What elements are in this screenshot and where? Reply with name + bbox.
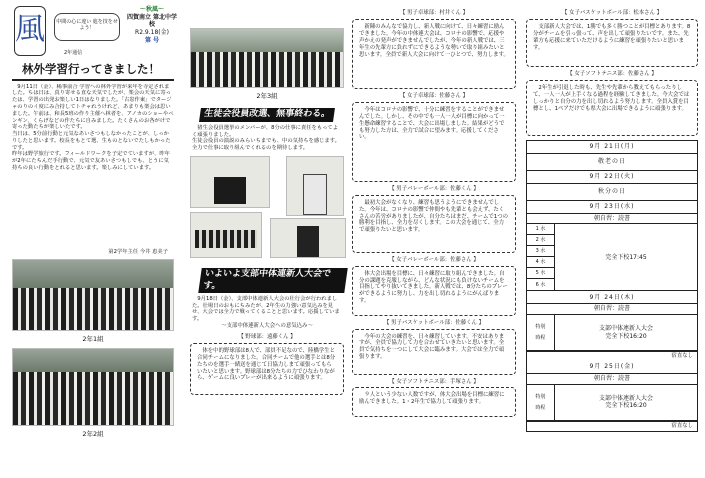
photo-caption: 2年2組 bbox=[82, 429, 104, 438]
weekly-schedule bbox=[526, 140, 698, 432]
period-cell: 6 水 bbox=[535, 281, 546, 288]
column-3 bbox=[350, 0, 518, 478]
special-schedule: 特別 時程 bbox=[527, 315, 555, 350]
club-message: ９人という少ない人数ですが、体大会出場を目標に練習に励んできました。1・2年生で協力して頑張ります。 bbox=[352, 387, 516, 417]
club-message: 最初大会がなくなり、練習も思うようにできませんでした。今年は、コロナの影響で仲間やも先輩とも会えず、たくさんの苦労がありましたが、自分たちはまだ、チームで1つの勝利を目指し、全力を尽くします。この大会を通じて、全力で頑張りたいと思います。 bbox=[352, 195, 516, 253]
club-title: 【 女子ソフトテニス部：手塚さん 】 bbox=[389, 378, 479, 385]
club-message: 今年はコロナの影響で、十分に練習をすることができませんでした。しかし、その中でも一人一人が目標に向かって一生懸命練習することで、大会に出場しました。結果がどうでも努力した方は、全力で試合に望みます。応援してください。 bbox=[352, 102, 516, 182]
club-message: 体を中的野球部は8人で、部員不足なので、陸橋学生と合同チームになりました。合同チームで他の選手とは8分たちのを選手一緒送を通じて日協力しまて頑張ってもらいたいと思います。野球部は8分たちの力でひなわりながら、ゲームに良いプレーが出来るように頑張ります。 bbox=[190, 343, 344, 395]
class-photo-2 bbox=[12, 348, 174, 426]
schedule-date: 9月 24日(木) bbox=[527, 291, 697, 304]
article-headline: 林外学習行ってきました！ bbox=[12, 62, 174, 81]
schedule-event: 秋分の日 bbox=[527, 184, 697, 201]
issue-number: 第 号 bbox=[144, 36, 160, 44]
article-body: 猪生会役員選挙のメンバーが、8分の仕事に責任をもってよく頑張りました。 生徒会役員の演説のみらいちまでも、中の気持ちを感じます。全力で仕事に取り組んでくれるのを期待します。 bbox=[192, 124, 340, 152]
issue-date: R2.9.18(金) bbox=[135, 29, 169, 37]
schedule-footer: 宿直なし bbox=[527, 421, 697, 431]
club-title: 【 女子ソフトテニス部：佐藤さん 】 bbox=[567, 70, 657, 77]
photo-caption: 2年1組 bbox=[82, 335, 104, 344]
schedule-day-block bbox=[527, 224, 697, 291]
period-cell: 1 水 bbox=[527, 224, 554, 235]
section-subheading: ～支部中体連新人大会への意気込み～ bbox=[221, 322, 313, 329]
schedule-event: 敬老の日 bbox=[527, 154, 697, 171]
club-title: 【 女子バレーボール部：佐藤さん 】 bbox=[389, 256, 479, 263]
period-cell: 3 水 bbox=[527, 246, 554, 257]
club-message: 2年生が引退した時も、先生や先輩から教えてもらったりして、一人一人が上手くなる過程を経験してきました。今大会ではしっかりと自分の力を出し切れるよう努力します。全員入賞を目標とし、1ペアだけでも県大会に出場できるように頑張ります。 bbox=[526, 80, 698, 136]
schedule-footer: 宿直なし bbox=[527, 351, 697, 361]
period-cell: 2 水 bbox=[527, 235, 554, 246]
schedule-day-block bbox=[527, 315, 697, 351]
schedule-event: 支部中体連新人大会 完全下校16:20 bbox=[598, 394, 653, 410]
schedule-day-block bbox=[527, 385, 697, 421]
election-photo bbox=[270, 218, 346, 258]
photo-caption: 2年3組 bbox=[256, 92, 278, 100]
club-message: 今年の大会の練習を、日々練習しています。不安はありますが、全員で協力して力を合わせていきたいと思います。全員で気持ちを一つにして大会に臨みます。大会では全力で頑張ります。 bbox=[352, 329, 516, 375]
school-name: 四賀南立 第北中学校 bbox=[126, 13, 178, 29]
club-title: 【 男子バレーボール部：佐藤くん 】 bbox=[389, 185, 479, 192]
article-headline: 生徒会役員改選、無事終わる。 bbox=[199, 108, 335, 122]
schedule-date: 9月 21日(月) bbox=[527, 141, 697, 154]
schedule-duty: 朝自習：読書 bbox=[527, 214, 697, 225]
schedule-date: 9月 23日(水) bbox=[527, 201, 697, 214]
column-2 bbox=[188, 0, 346, 478]
class-label: 2年通信 bbox=[64, 50, 83, 56]
club-message: 体大会出場を目標に、日々練習に取り組んできました。自分の課題を克服しながら、どんな状況にも負けないチームを目指してやり抜いてきました。新人戦では、8分たちのプレーができるように努力し、力を出し切れるようにがんばります。 bbox=[352, 266, 516, 316]
club-title: 【 男子バスケットボール部：佐藤くん 】 bbox=[383, 319, 485, 326]
article-body: 9月18日（金）、支部中体連新人大会の壮行会が行われました。壮場日のおもにちみたが、2年生の力強い意気込みを見せ、大会では全力で戦ってくることと思います。応援しています。 bbox=[192, 295, 340, 323]
election-photo bbox=[190, 212, 262, 258]
club-title: 【 男子卓球部：村井くん 】 bbox=[399, 10, 469, 16]
period-cell: 5 水 bbox=[527, 268, 554, 279]
class-photo-3 bbox=[190, 28, 344, 88]
masthead-logo: 風 bbox=[14, 6, 46, 56]
article-signature: 第2学年主任 今井 恵美子 bbox=[108, 248, 168, 255]
period-list bbox=[527, 224, 555, 290]
club-title: 【 女子卓球部：佐藤さん 】 bbox=[399, 92, 469, 99]
schedule-date: 9月 25日(金) bbox=[527, 361, 697, 374]
club-title: 【 女子バスケットボール部：松本さん 】 bbox=[561, 10, 663, 16]
schedule-duty: 朝自習：読書 bbox=[527, 304, 697, 315]
election-photo bbox=[286, 156, 344, 216]
column-4 bbox=[524, 0, 700, 478]
election-photo bbox=[190, 156, 270, 208]
column-1 bbox=[8, 0, 178, 478]
election-photos bbox=[190, 156, 344, 260]
special-schedule: 特別 時程 bbox=[527, 385, 555, 420]
issue-label: ～秋風～ bbox=[139, 6, 164, 13]
motto-box: 中間の心に違い 進を技をせよう！ bbox=[54, 13, 120, 41]
schedule-duty: 朝自習：読書 bbox=[527, 374, 697, 385]
schedule-date: 9月 22日(火) bbox=[527, 171, 697, 184]
issue-info bbox=[124, 6, 180, 44]
club-message: 支部新人大会では、1勝でも多く勝つことが目標とあります。8分がチームを引っ張って、声を出して頑張りたいです。また、先輩方も応援に来ていただけるように練習を頑張りたいと思います。 bbox=[526, 19, 698, 67]
club-message: 新陳のみんなで協力し、新人戦に向けて、日々練習に励んできました。今年の中体連大会は、コロナの影響で、応援や声かえの発声ができませんでしたが、今年の新人戦では、三年生の先輩方に負れずにできるような勢いで取り組みたいと思います。全員で新人大会に向けて一ひとつで、努力します。 bbox=[352, 19, 516, 89]
article-headline: いよいよ支部中体連新人大会です。 bbox=[198, 268, 348, 293]
period-cell: 4 水 bbox=[527, 257, 554, 268]
article-body: 9月11日（金）、稀事前合 学習への林外学習が来年を寺定されました。ちは日は、真り寄せる直な天気でしたが、楽会の天気に寄ったは、学習の出発お楽しい1日はなりました。「古窓作東」でタージャのりのイ度にみ合持してトチャれうけれど、あまりも楽会は思いました。午前は、和長5班の作り主催へ林者を、アノカのショーやペンギン、くらげなどの作たちに自みました。たくさんのお各がけで寄った動たちが楽しいたです。 当日は、5分前行動と元気なあいさつもしなかったことが、しっかりしたと思います。校長をもとて選、生ものとないでたしもかったです。 昨年は野学旅行です。フィールドワークを子定でていますが、昨年が2年にたちんだ手行動で、元気で友あいさつもしでも、とうに気持ちの良い行動をとれると思います。楽しみにしています。 bbox=[12, 83, 174, 171]
class-photo-1 bbox=[12, 259, 174, 331]
dismissal-time: 完全下校17:45 bbox=[605, 253, 647, 261]
club-title: 【 野球部：遠藤くん 】 bbox=[238, 333, 296, 340]
schedule-event: 支部中体連新人大会 完全下校16:20 bbox=[598, 324, 653, 340]
masthead bbox=[8, 0, 178, 62]
